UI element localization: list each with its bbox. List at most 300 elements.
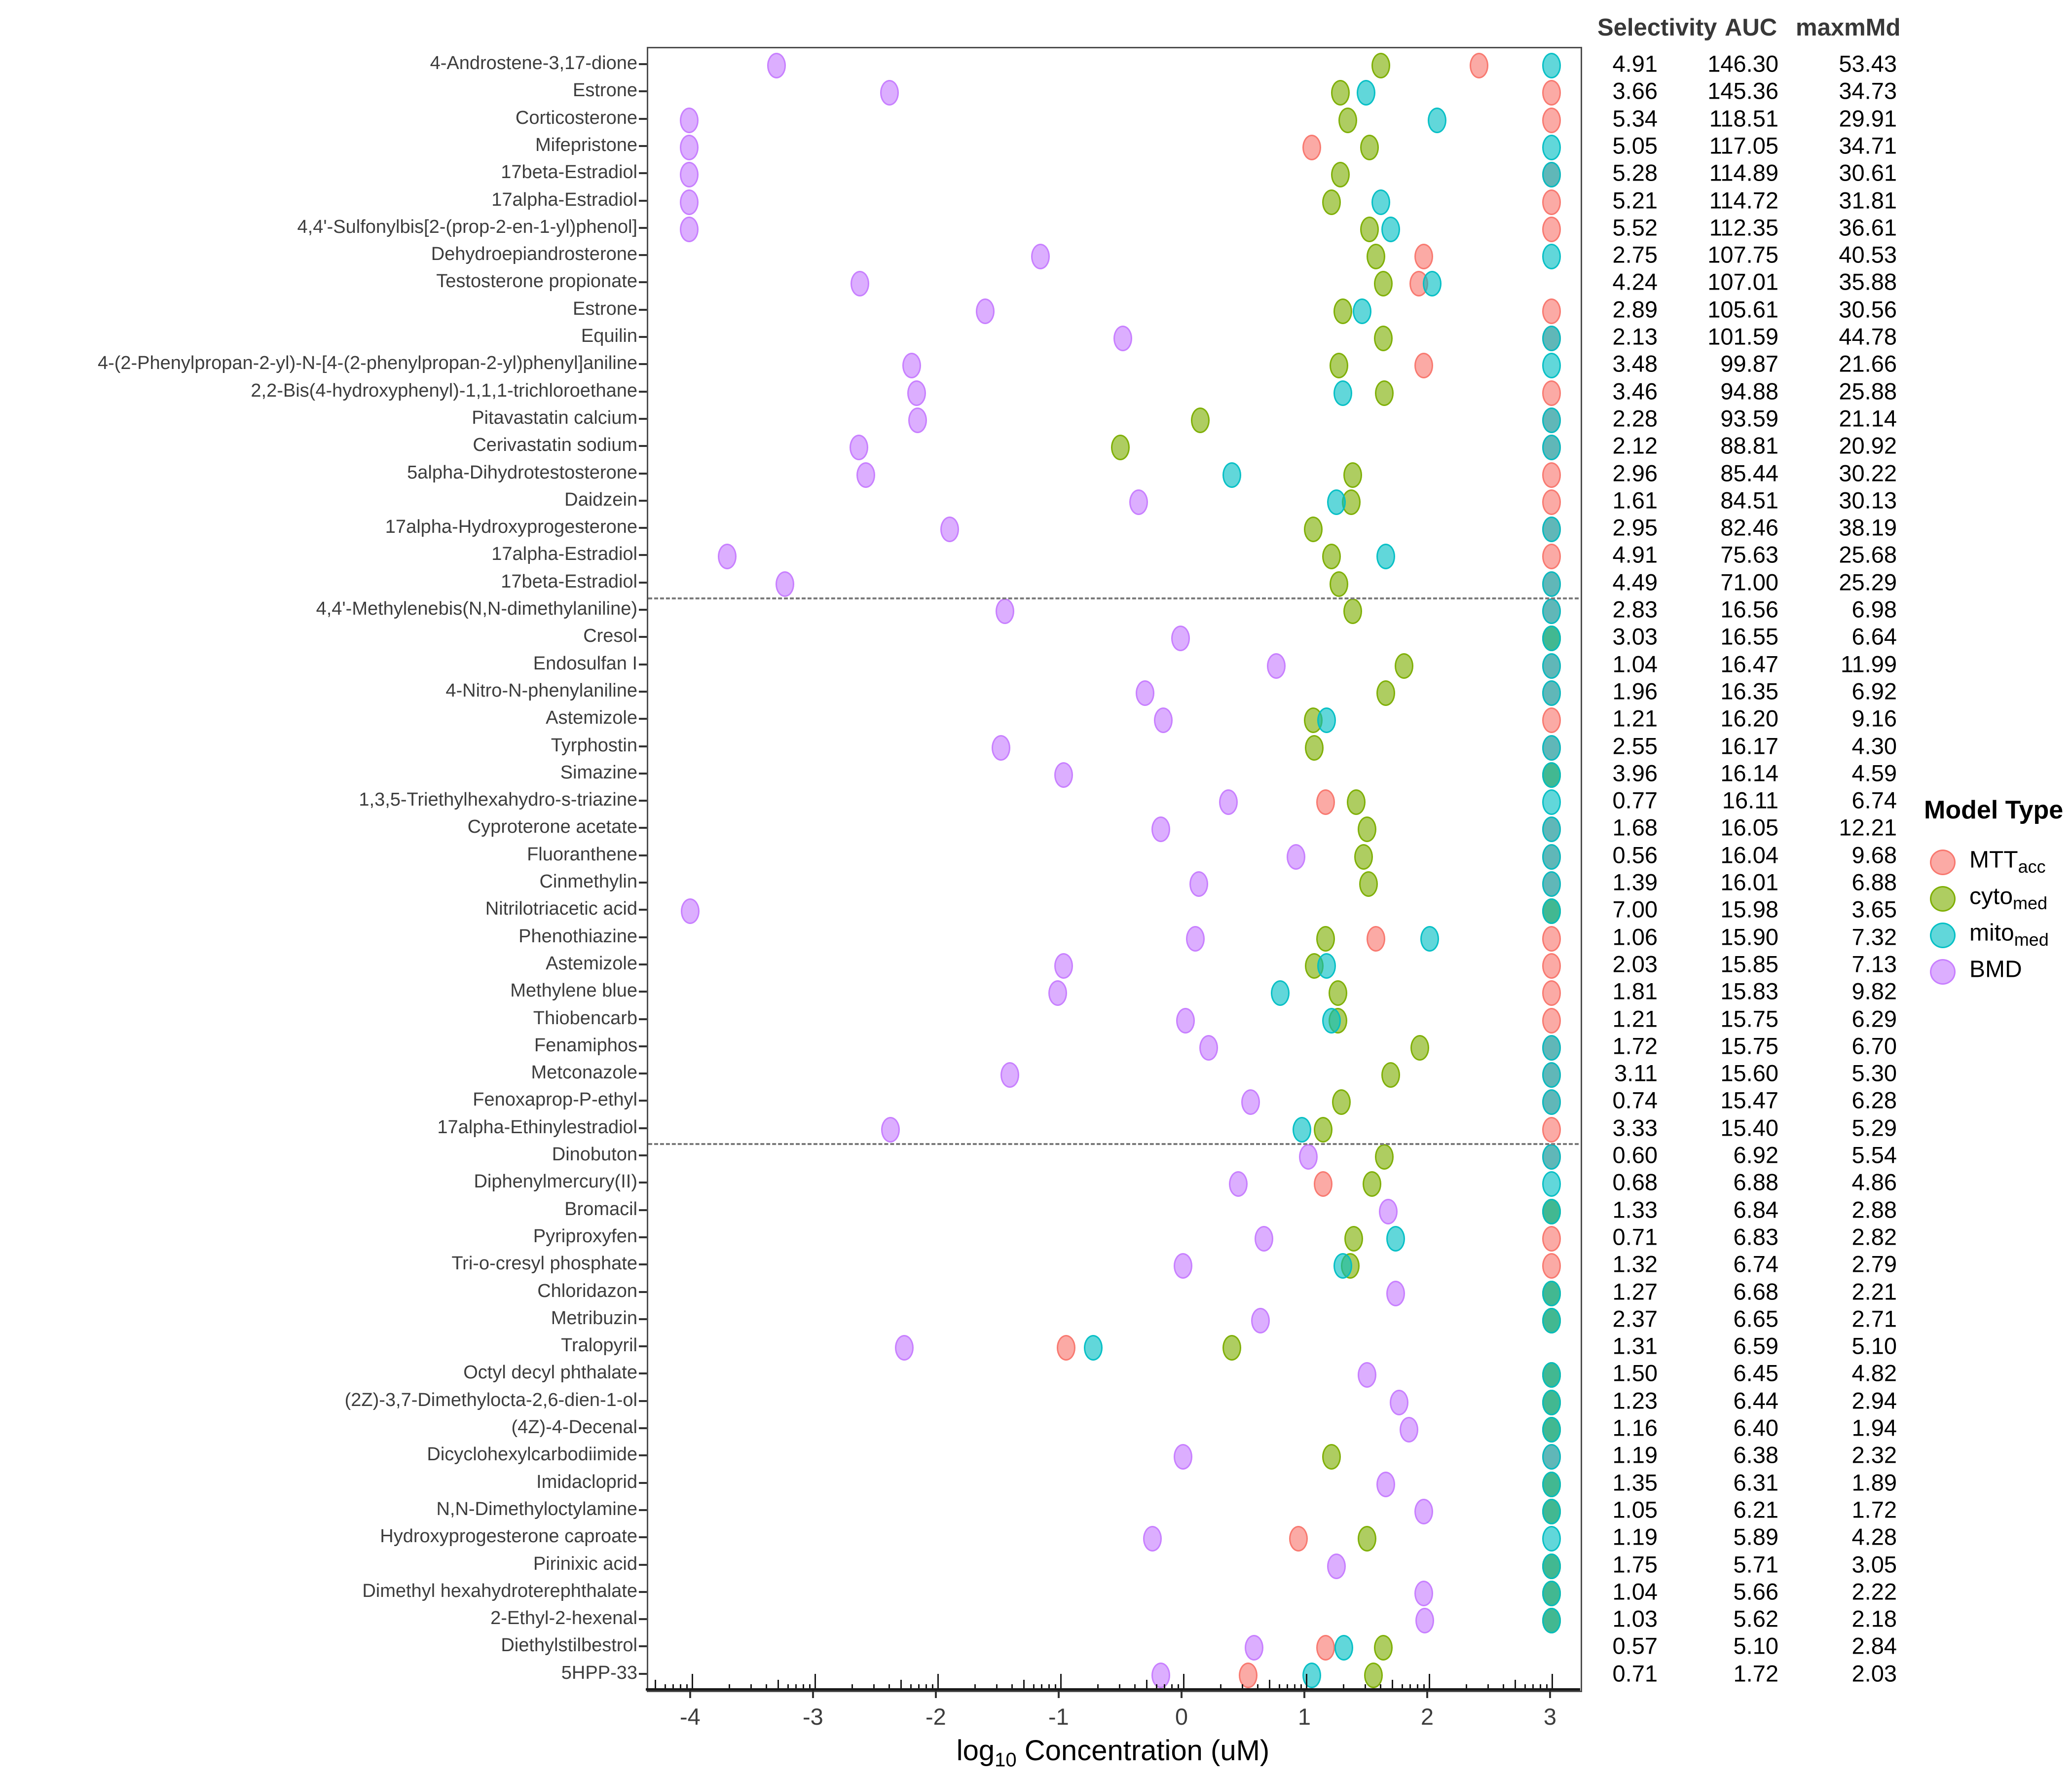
data-point-bmd bbox=[1113, 326, 1132, 351]
data-point-mito bbox=[1542, 244, 1561, 269]
data-point-bmd bbox=[680, 135, 699, 160]
y-tick-mark bbox=[639, 281, 647, 283]
maxmmd-value: 25.88 bbox=[1839, 377, 1897, 404]
data-point-cyto bbox=[1375, 1144, 1394, 1170]
data-point-mtt bbox=[1542, 462, 1561, 488]
data-point-bmd bbox=[1176, 1008, 1195, 1034]
data-point-cyto bbox=[1305, 735, 1324, 761]
maxmmd-value: 9.68 bbox=[1851, 842, 1897, 868]
data-point-bmd bbox=[1229, 1171, 1248, 1197]
data-point-bmd bbox=[1255, 1226, 1273, 1252]
maxmmd-value: 3.05 bbox=[1851, 1551, 1897, 1577]
data-point-mtt bbox=[1367, 926, 1385, 952]
maxmmd-value: 2.94 bbox=[1851, 1387, 1897, 1414]
y-tick-mark bbox=[639, 1509, 647, 1511]
data-point-bmd bbox=[680, 162, 699, 187]
y-axis-label: Diethylstilbestrol bbox=[501, 1635, 637, 1656]
selectivity-value: 1.33 bbox=[1612, 1196, 1658, 1222]
y-axis-label: Hydroxyprogesterone caproate bbox=[380, 1525, 637, 1547]
selectivity-value: 2.37 bbox=[1612, 1305, 1658, 1332]
maxmmd-value: 30.61 bbox=[1839, 159, 1897, 186]
data-point-mito bbox=[1542, 871, 1561, 897]
x-tick-label: 0 bbox=[1175, 1703, 1188, 1730]
data-point-mito bbox=[1542, 844, 1561, 870]
y-axis-label: 4,4'-Methylenebis(N,N-dimethylaniline) bbox=[316, 598, 637, 619]
maxmmd-value: 6.70 bbox=[1851, 1033, 1897, 1059]
data-point-mtt bbox=[1057, 1335, 1075, 1361]
y-tick-mark bbox=[639, 936, 647, 938]
data-point-bmd bbox=[1386, 1281, 1405, 1306]
y-axis-label: 17beta-Estradiol bbox=[501, 161, 637, 183]
x-tick-label: -1 bbox=[1048, 1703, 1069, 1730]
maxmmd-value: 5.10 bbox=[1851, 1332, 1897, 1359]
maxmmd-value: 1.89 bbox=[1851, 1469, 1897, 1495]
y-axis-label: Pitavastatin calcium bbox=[472, 407, 637, 428]
y-tick-mark bbox=[639, 745, 647, 747]
auc-value: 15.60 bbox=[1720, 1060, 1778, 1086]
auc-value: 6.84 bbox=[1733, 1196, 1778, 1222]
data-point-bmd bbox=[1154, 707, 1173, 733]
selectivity-value: 1.39 bbox=[1612, 869, 1658, 895]
selectivity-value: 3.48 bbox=[1612, 350, 1658, 377]
data-point-cyto bbox=[1358, 1526, 1376, 1552]
y-axis-label: 17beta-Estradiol bbox=[501, 571, 637, 592]
auc-value: 16.56 bbox=[1720, 596, 1778, 623]
data-point-mtt bbox=[1542, 1253, 1561, 1279]
data-point-mtt bbox=[1414, 244, 1433, 269]
data-point-cyto bbox=[1304, 517, 1323, 542]
selectivity-value: 0.74 bbox=[1612, 1087, 1658, 1113]
y-axis-label: Tralopyril bbox=[561, 1334, 637, 1356]
auc-value: 6.40 bbox=[1733, 1414, 1778, 1441]
data-point-mtt bbox=[1542, 217, 1561, 242]
data-point-mito bbox=[1353, 298, 1371, 324]
x-tick-label: 3 bbox=[1543, 1703, 1556, 1730]
y-tick-mark bbox=[639, 1236, 647, 1238]
data-point-mtt bbox=[1542, 544, 1561, 569]
selectivity-value: 2.75 bbox=[1612, 241, 1658, 268]
x-axis-line bbox=[646, 1688, 1580, 1691]
auc-value: 114.72 bbox=[1709, 186, 1778, 213]
data-point-mito bbox=[1542, 1089, 1561, 1115]
data-point-mito bbox=[1428, 108, 1446, 133]
data-point-cyto bbox=[1375, 380, 1394, 406]
data-point-cyto bbox=[1343, 462, 1362, 488]
selectivity-value: 1.21 bbox=[1612, 1005, 1658, 1032]
data-point-mito bbox=[1327, 489, 1346, 515]
data-point-bmd bbox=[1054, 762, 1073, 788]
data-point-mito bbox=[1542, 1581, 1561, 1606]
data-point-mito bbox=[1386, 1226, 1405, 1252]
data-point-mtt bbox=[1302, 135, 1321, 160]
data-point-mito bbox=[1542, 1171, 1561, 1197]
data-point-mtt bbox=[1314, 1171, 1332, 1197]
y-axis-label: Imidacloprid bbox=[536, 1471, 637, 1492]
data-point-mito bbox=[1542, 53, 1561, 78]
data-point-bmd bbox=[880, 80, 899, 106]
y-tick-mark bbox=[639, 609, 647, 611]
data-point-cyto bbox=[1358, 816, 1376, 842]
y-axis-label: 4-Androstene-3,17-dione bbox=[430, 52, 637, 74]
data-point-mtt bbox=[1316, 789, 1335, 815]
selectivity-value: 1.21 bbox=[1612, 705, 1658, 732]
selectivity-value: 1.19 bbox=[1612, 1523, 1658, 1550]
selectivity-value: 2.83 bbox=[1612, 596, 1658, 623]
y-axis-label: 4,4'-Sulfonylbis[2-(prop-2-en-1-yl)phenol] bbox=[297, 216, 637, 237]
y-axis-label: 5HPP-33 bbox=[561, 1662, 637, 1683]
data-point-mito bbox=[1542, 789, 1561, 815]
y-tick-mark bbox=[639, 1482, 647, 1484]
data-point-mtt bbox=[1542, 489, 1561, 515]
maxmmd-value: 35.88 bbox=[1839, 268, 1897, 295]
y-axis-label: Tri-o-cresyl phosphate bbox=[451, 1253, 637, 1274]
data-point-bmd bbox=[1151, 1663, 1170, 1688]
data-point-mito bbox=[1542, 816, 1561, 842]
maxmmd-value: 4.30 bbox=[1851, 732, 1897, 759]
maxmmd-value: 38.19 bbox=[1839, 514, 1897, 541]
auc-value: 145.36 bbox=[1707, 77, 1778, 104]
data-point-bmd bbox=[1267, 653, 1286, 679]
y-tick-mark bbox=[639, 909, 647, 911]
data-point-cyto bbox=[1374, 1635, 1393, 1661]
selectivity-value: 1.19 bbox=[1612, 1442, 1658, 1468]
data-point-cyto bbox=[1332, 1089, 1351, 1115]
y-axis-label: Octyl decyl phthalate bbox=[463, 1362, 637, 1383]
y-tick-mark bbox=[639, 773, 647, 775]
auc-value: 6.92 bbox=[1733, 1142, 1778, 1168]
data-point-bmd bbox=[1174, 1253, 1192, 1279]
data-point-mito bbox=[1376, 544, 1395, 569]
x-tick-label: 2 bbox=[1420, 1703, 1434, 1730]
y-tick-mark bbox=[639, 1618, 647, 1620]
maxmmd-value: 6.29 bbox=[1851, 1005, 1897, 1032]
y-axis-label: 4-Nitro-N-phenylaniline bbox=[445, 680, 637, 701]
data-point-mtt bbox=[1542, 108, 1561, 133]
y-tick-mark bbox=[639, 963, 647, 965]
y-tick-mark bbox=[639, 1018, 647, 1020]
data-point-mtt bbox=[1289, 1526, 1308, 1552]
selectivity-value: 5.52 bbox=[1612, 214, 1658, 241]
y-tick-mark bbox=[639, 1564, 647, 1566]
auc-value: 107.75 bbox=[1707, 241, 1778, 268]
auc-value: 16.14 bbox=[1720, 760, 1778, 786]
data-point-cyto bbox=[1322, 544, 1341, 569]
auc-value: 15.83 bbox=[1720, 978, 1778, 1004]
y-tick-mark bbox=[639, 473, 647, 475]
y-axis-label: Fenoxaprop-P-ethyl bbox=[473, 1089, 637, 1110]
y-axis-label: 2,2-Bis(4-hydroxyphenyl)-1,1,1-trichloroethane bbox=[251, 380, 637, 401]
y-axis-label: Methylene blue bbox=[510, 980, 637, 1001]
auc-value: 5.66 bbox=[1733, 1578, 1778, 1605]
data-point-bmd bbox=[1186, 926, 1205, 952]
plot-panel bbox=[647, 47, 1582, 1692]
data-point-mito bbox=[1542, 571, 1561, 597]
y-axis-label: N,N-Dimethyloctylamine bbox=[436, 1498, 637, 1519]
y-axis-label: Pirinixic acid bbox=[533, 1553, 637, 1574]
data-point-mito bbox=[1333, 380, 1352, 406]
auc-value: 15.85 bbox=[1720, 951, 1778, 977]
auc-value: 101.59 bbox=[1707, 323, 1778, 350]
data-point-bmd bbox=[1151, 816, 1170, 842]
auc-value: 5.89 bbox=[1733, 1523, 1778, 1550]
data-point-bmd bbox=[680, 189, 699, 215]
y-tick-mark bbox=[639, 527, 647, 529]
selectivity-value: 1.96 bbox=[1612, 678, 1658, 704]
selectivity-value: 4.91 bbox=[1612, 50, 1658, 77]
selectivity-value: 1.04 bbox=[1612, 1578, 1658, 1605]
y-axis-label: 17alpha-Estradiol bbox=[491, 189, 637, 210]
maxmmd-value: 4.82 bbox=[1851, 1360, 1897, 1386]
y-tick-mark bbox=[639, 1372, 647, 1374]
x-tick-mark bbox=[1426, 1690, 1428, 1698]
y-axis-label: 4-(2-Phenylpropan-2-yl)-N-[4-(2-phenylpropan-2-yl)phenyl]aniline bbox=[97, 353, 637, 374]
x-axis-title: $\log_{10}$ Concentration (uM) bbox=[956, 1735, 1270, 1771]
data-point-mito bbox=[1542, 326, 1561, 351]
data-point-cyto bbox=[1374, 326, 1393, 351]
y-axis-label: Metribuzin bbox=[551, 1307, 637, 1329]
data-point-bmd bbox=[1241, 1089, 1260, 1115]
data-point-mito bbox=[1542, 680, 1561, 706]
y-axis-label: Endosulfan I bbox=[533, 653, 637, 674]
maxmmd-value: 34.71 bbox=[1839, 132, 1897, 159]
legend-swatch-mtt-acc bbox=[1930, 850, 1956, 875]
y-axis-label: Dicyclohexylcarbodiimide bbox=[427, 1444, 637, 1465]
selectivity-value: 0.57 bbox=[1612, 1632, 1658, 1659]
selectivity-value: 3.96 bbox=[1612, 760, 1658, 786]
data-point-mito bbox=[1542, 735, 1561, 761]
y-tick-mark bbox=[639, 991, 647, 993]
data-point-mito bbox=[1317, 953, 1336, 979]
selectivity-value: 5.34 bbox=[1612, 105, 1658, 131]
y-axis-label: Mifepristone bbox=[535, 134, 637, 155]
data-point-mito bbox=[1542, 407, 1561, 433]
data-point-bmd bbox=[1251, 1308, 1270, 1333]
data-point-bmd bbox=[992, 735, 1010, 761]
auc-value: 146.30 bbox=[1707, 50, 1778, 77]
maxmmd-value: 36.61 bbox=[1839, 214, 1897, 241]
data-point-bmd bbox=[895, 1335, 914, 1361]
auc-value: 16.17 bbox=[1720, 732, 1778, 759]
legend-title: Model Type bbox=[1924, 796, 2064, 824]
x-tick-label: -3 bbox=[802, 1703, 823, 1730]
data-point-cyto bbox=[1381, 1062, 1400, 1088]
auc-value: 6.21 bbox=[1733, 1496, 1778, 1523]
data-point-mito bbox=[1222, 462, 1241, 488]
data-point-mito bbox=[1542, 626, 1561, 651]
y-tick-mark bbox=[639, 1591, 647, 1593]
data-point-mtt bbox=[1542, 380, 1561, 406]
data-point-bmd bbox=[680, 217, 699, 242]
data-point-bmd bbox=[908, 407, 927, 433]
data-point-bmd bbox=[940, 517, 959, 542]
y-axis-label: Cerivastatin sodium bbox=[473, 434, 637, 455]
y-tick-mark bbox=[639, 172, 647, 174]
data-point-bmd bbox=[996, 598, 1014, 624]
y-axis-label: Bromacil bbox=[564, 1198, 637, 1220]
selectivity-value: 5.28 bbox=[1612, 159, 1658, 186]
selectivity-value: 3.11 bbox=[1614, 1060, 1658, 1086]
data-point-mtt bbox=[1542, 1117, 1561, 1143]
data-point-mtt bbox=[1470, 53, 1488, 78]
auc-value: 15.75 bbox=[1720, 1005, 1778, 1032]
y-tick-mark bbox=[639, 1673, 647, 1675]
maxmmd-value: 30.13 bbox=[1839, 487, 1897, 514]
auc-value: 5.10 bbox=[1733, 1632, 1778, 1659]
y-axis-label: Cresol bbox=[583, 626, 637, 647]
auc-value: 82.46 bbox=[1720, 514, 1778, 541]
data-point-bmd bbox=[1054, 953, 1073, 979]
auc-value: 16.05 bbox=[1720, 814, 1778, 841]
y-axis-label: Diphenylmercury(II) bbox=[474, 1171, 637, 1192]
y-tick-mark bbox=[639, 1318, 647, 1320]
maxmmd-value: 31.81 bbox=[1839, 186, 1897, 213]
y-tick-mark bbox=[639, 145, 647, 147]
y-tick-mark bbox=[639, 854, 647, 856]
auc-value: 84.51 bbox=[1720, 487, 1778, 514]
y-axis-label: Cyproterone acetate bbox=[467, 816, 637, 838]
selectivity-value: 1.35 bbox=[1612, 1469, 1658, 1495]
maxmmd-value: 2.21 bbox=[1851, 1278, 1897, 1304]
data-point-bmd bbox=[1031, 244, 1050, 269]
selectivity-value: 2.13 bbox=[1612, 323, 1658, 350]
y-axis-label: Phenothiazine bbox=[518, 925, 637, 947]
data-point-bmd bbox=[976, 298, 995, 324]
y-tick-mark bbox=[639, 664, 647, 666]
x-tick-mark bbox=[1181, 1690, 1183, 1698]
data-point-bmd bbox=[1174, 1444, 1192, 1470]
data-point-bmd bbox=[1199, 1035, 1218, 1061]
data-point-cyto bbox=[1329, 980, 1347, 1006]
data-point-cyto bbox=[1343, 598, 1362, 624]
auc-value: 94.88 bbox=[1720, 377, 1778, 404]
data-point-bmd bbox=[767, 53, 786, 78]
auc-value: 6.68 bbox=[1733, 1278, 1778, 1304]
data-point-mtt bbox=[1316, 1635, 1335, 1661]
maxmmd-value: 1.94 bbox=[1851, 1414, 1897, 1441]
data-point-bmd bbox=[1287, 844, 1305, 870]
y-tick-mark bbox=[639, 1427, 647, 1429]
data-point-bmd bbox=[1136, 680, 1154, 706]
selectivity-value: 1.81 bbox=[1612, 978, 1658, 1004]
auc-value: 16.35 bbox=[1720, 678, 1778, 704]
data-point-mito bbox=[1542, 1499, 1561, 1524]
data-point-cyto bbox=[1410, 1035, 1429, 1061]
selectivity-value: 0.77 bbox=[1612, 787, 1658, 814]
y-axis-label: Dinobuton bbox=[552, 1144, 637, 1165]
y-tick-mark bbox=[639, 1182, 647, 1184]
y-tick-mark bbox=[639, 636, 647, 638]
selectivity-value: 2.55 bbox=[1612, 732, 1658, 759]
maxmmd-value: 6.98 bbox=[1851, 596, 1897, 623]
y-axis-label: Astemizole bbox=[546, 953, 637, 974]
y-axis-label: Cinmethylin bbox=[539, 871, 637, 892]
y-axis-label: Dimethyl hexahydroterephthalate bbox=[362, 1580, 637, 1601]
y-axis-label: (2Z)-3,7-Dimethylocta-2,6-dien-1-ol bbox=[344, 1389, 637, 1410]
data-point-bmd bbox=[1390, 1390, 1408, 1415]
column-header-maxmmd: maxmMd bbox=[1796, 14, 1901, 41]
y-tick-mark bbox=[639, 309, 647, 311]
data-point-mito bbox=[1542, 1526, 1561, 1552]
y-tick-mark bbox=[639, 582, 647, 584]
maxmmd-value: 25.29 bbox=[1839, 569, 1897, 595]
data-point-bmd bbox=[1245, 1635, 1263, 1661]
auc-value: 15.40 bbox=[1720, 1114, 1778, 1141]
selectivity-value: 7.00 bbox=[1612, 896, 1658, 923]
selectivity-value: 2.89 bbox=[1612, 296, 1658, 323]
auc-value: 6.45 bbox=[1733, 1360, 1778, 1386]
auc-value: 114.89 bbox=[1709, 159, 1778, 186]
auc-value: 6.65 bbox=[1733, 1305, 1778, 1332]
y-axis-label: 17alpha-Estradiol bbox=[491, 544, 637, 565]
y-axis-label: Daidzein bbox=[564, 489, 637, 510]
selectivity-value: 0.60 bbox=[1612, 1142, 1658, 1168]
auc-value: 88.81 bbox=[1720, 432, 1778, 459]
selectivity-value: 4.91 bbox=[1612, 541, 1658, 568]
y-axis-label: Fenamiphos bbox=[534, 1035, 637, 1056]
maxmmd-value: 2.84 bbox=[1851, 1632, 1897, 1659]
maxmmd-value: 4.28 bbox=[1851, 1523, 1897, 1550]
data-point-mtt bbox=[1542, 80, 1561, 106]
y-axis-label: Pyriproxyfen bbox=[533, 1225, 637, 1247]
maxmmd-value: 20.92 bbox=[1839, 432, 1897, 459]
selectivity-value: 1.03 bbox=[1612, 1605, 1658, 1632]
selectivity-value: 1.27 bbox=[1612, 1278, 1658, 1304]
x-tick-mark bbox=[1303, 1690, 1305, 1698]
data-point-mtt bbox=[1542, 926, 1561, 952]
data-point-cyto bbox=[1322, 189, 1341, 215]
maxmmd-value: 3.65 bbox=[1851, 896, 1897, 923]
data-point-cyto bbox=[1354, 844, 1373, 870]
data-point-mito bbox=[1542, 1554, 1561, 1579]
y-axis-label: Simazine bbox=[560, 762, 637, 783]
selectivity-value: 0.71 bbox=[1612, 1223, 1658, 1250]
data-point-cyto bbox=[1331, 80, 1350, 106]
y-tick-mark bbox=[639, 118, 647, 120]
y-axis-label: 17alpha-Ethinylestradiol bbox=[437, 1116, 637, 1138]
legend-label-mtt-acc: $MTT_{acc}$ bbox=[1969, 847, 2046, 877]
data-point-mito bbox=[1371, 189, 1390, 215]
selectivity-value: 1.50 bbox=[1612, 1360, 1658, 1386]
auc-value: 112.35 bbox=[1709, 214, 1778, 241]
auc-value: 16.20 bbox=[1720, 705, 1778, 732]
data-point-mito bbox=[1542, 135, 1561, 160]
maxmmd-value: 9.16 bbox=[1851, 705, 1897, 732]
data-point-bmd bbox=[850, 435, 868, 460]
maxmmd-value: 29.91 bbox=[1839, 105, 1897, 131]
data-point-cyto bbox=[1371, 53, 1390, 78]
data-point-cyto bbox=[1314, 1117, 1332, 1143]
y-tick-mark bbox=[639, 445, 647, 447]
y-tick-mark bbox=[639, 254, 647, 256]
y-tick-mark bbox=[639, 1400, 647, 1402]
maxmmd-value: 21.14 bbox=[1839, 405, 1897, 432]
data-point-cyto bbox=[1330, 353, 1348, 378]
data-point-mito bbox=[1542, 1417, 1561, 1443]
y-tick-mark bbox=[639, 336, 647, 338]
selectivity-value: 0.56 bbox=[1612, 842, 1658, 868]
maxmmd-value: 6.28 bbox=[1851, 1087, 1897, 1113]
data-point-bmd bbox=[1171, 626, 1190, 651]
legend-swatch-cyto-med bbox=[1930, 886, 1956, 912]
y-axis-label: 1,3,5-Triethylhexahydro-s-triazine bbox=[359, 789, 637, 810]
selectivity-value: 4.24 bbox=[1612, 268, 1658, 295]
y-tick-mark bbox=[639, 1645, 647, 1647]
maxmmd-value: 5.54 bbox=[1851, 1142, 1897, 1168]
auc-value: 16.47 bbox=[1720, 650, 1778, 677]
y-tick-mark bbox=[639, 500, 647, 502]
data-point-cyto bbox=[1322, 1444, 1341, 1470]
data-point-bmd bbox=[1400, 1417, 1418, 1443]
